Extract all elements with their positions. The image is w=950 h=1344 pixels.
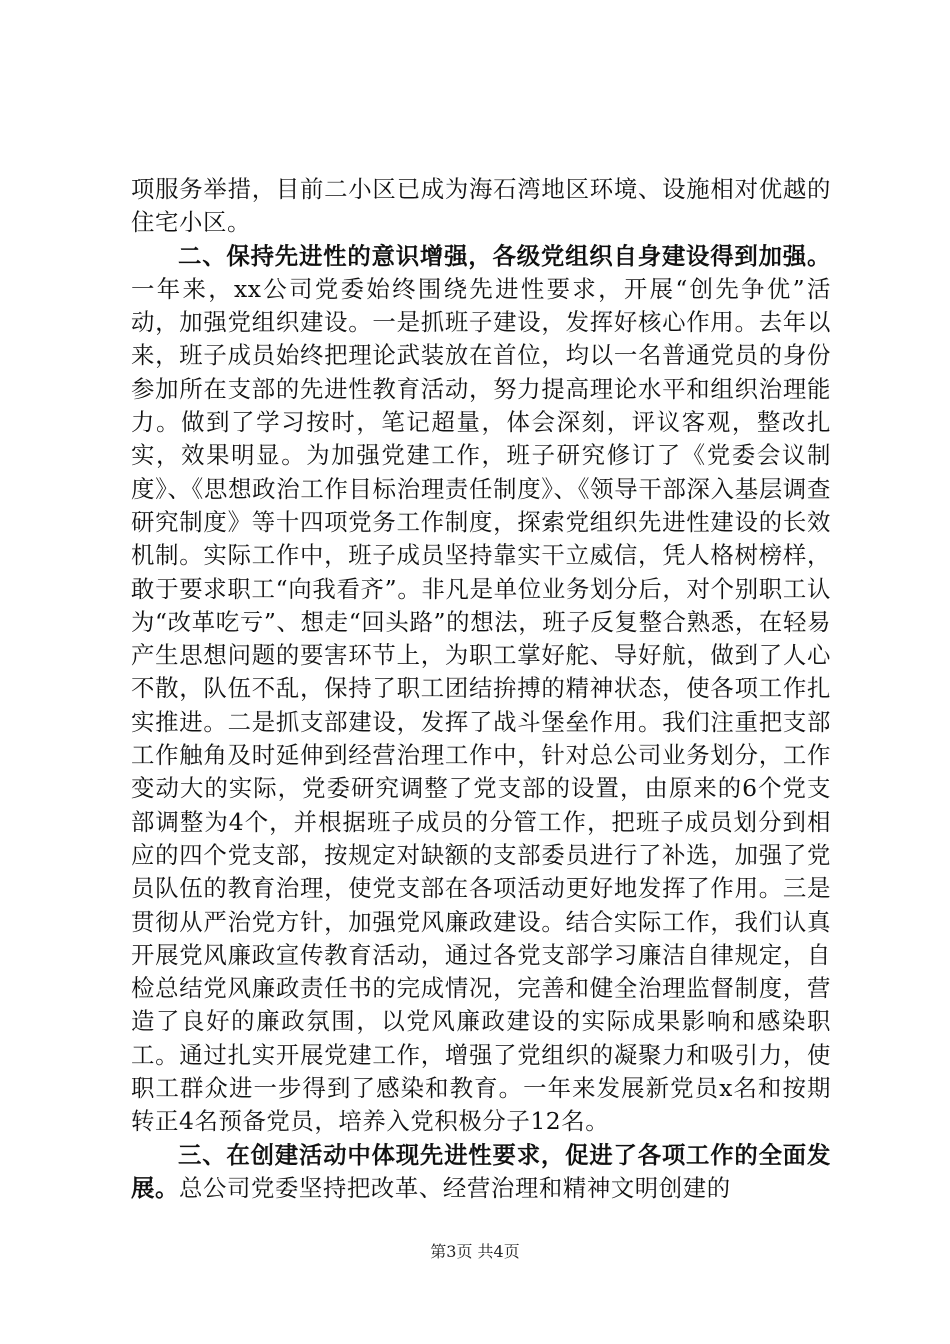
section-three-paragraph bbox=[131, 1139, 831, 1206]
section-three-heading: 三、在创建活动中体现先进性要求，促进了各项工作的全面发展。 bbox=[131, 1140, 831, 1202]
section-two-heading: 二、保持先进性的意识增强，各级党组织自身建设得到加强。 bbox=[178, 241, 831, 270]
section-three-body: 总公司党委坚持把改革、经营治理和精神文明创建的 bbox=[178, 1173, 731, 1202]
continuation-paragraph: 项服务举措，目前二小区已成为海石湾地区环境、设施相对优越的住宅小区。 bbox=[131, 175, 831, 237]
document-body bbox=[131, 173, 831, 1205]
page-number-footer: 第3页 共4页 bbox=[430, 1242, 520, 1261]
section-two-paragraph bbox=[131, 240, 831, 1139]
section-two-body: 一年来，xx公司党委始终围绕先进性要求，开展“创先争优”活动，加强党组织建设。一是抓班子建设，发挥好核心作用。去年以来，班子成员始终把理论武装放在首位，均以一名普通党员的身份参加所在支部的先进性教育活动，努力提高理论水平和组织治理能力。做到了学习按时，笔记超量，体会深刻，评议客观，整改扎实，效果明显。为加强党建工作，班子研究修订了《党委会议制度》、《思想政治工作目标治理责任制度》、《领导干部深入基层调查研究制度》等十四项党务工作制度，探索党组织先进性建设的长效机制。实际工作中，班子成员坚持靠实干立威信，凭人格树榜样，敢于要求职工“向我看齐”。非凡是单位业务划分后，对个别职工认为“改革吃亏”、想走“回头路”的想法，班子反复整合熟悉，在轻易产生思想问题的要害环节上，为职工掌好舵、导好航，做到了人心不散，队伍不乱，保持了职工团结拚搏的精神状态，使各项工作扎实推进。二是抓支部建设，发挥了战斗堡垒作用。我们注重把支部工作触角及时延伸到经营治理工作中，针对总公司业务划分，工作变动大的实际，党委研究调整了党支部的设置，由原来的6个党支部调整为4个，并根据班子成员的分管工作，把班子成员划分到相应的四个党支部，按规定对缺额的支部委员进行了补选，加强了党员队伍的教育治理，使党支部在各项活动更好地发挥了作用。三是贯彻从严治党方针，加强党风廉政建设。结合实际工作，我们认真开展党风廉政宣传教育活动，通过各党支部学习廉洁自律规定，自检总结党风廉政责任书的完成情况，完善和健全治理监督制度，营造了良好的廉政氛围，以党风廉政建设的实际成果影响和感染职工。通过扎实开展党建工作，增强了党组织的凝聚力和吸引力，使职工群众进一步得到了感染和教育。一年来发展新党员x名和按期转正4名预备党员，培养入党积极分子12名。 bbox=[131, 274, 831, 1136]
